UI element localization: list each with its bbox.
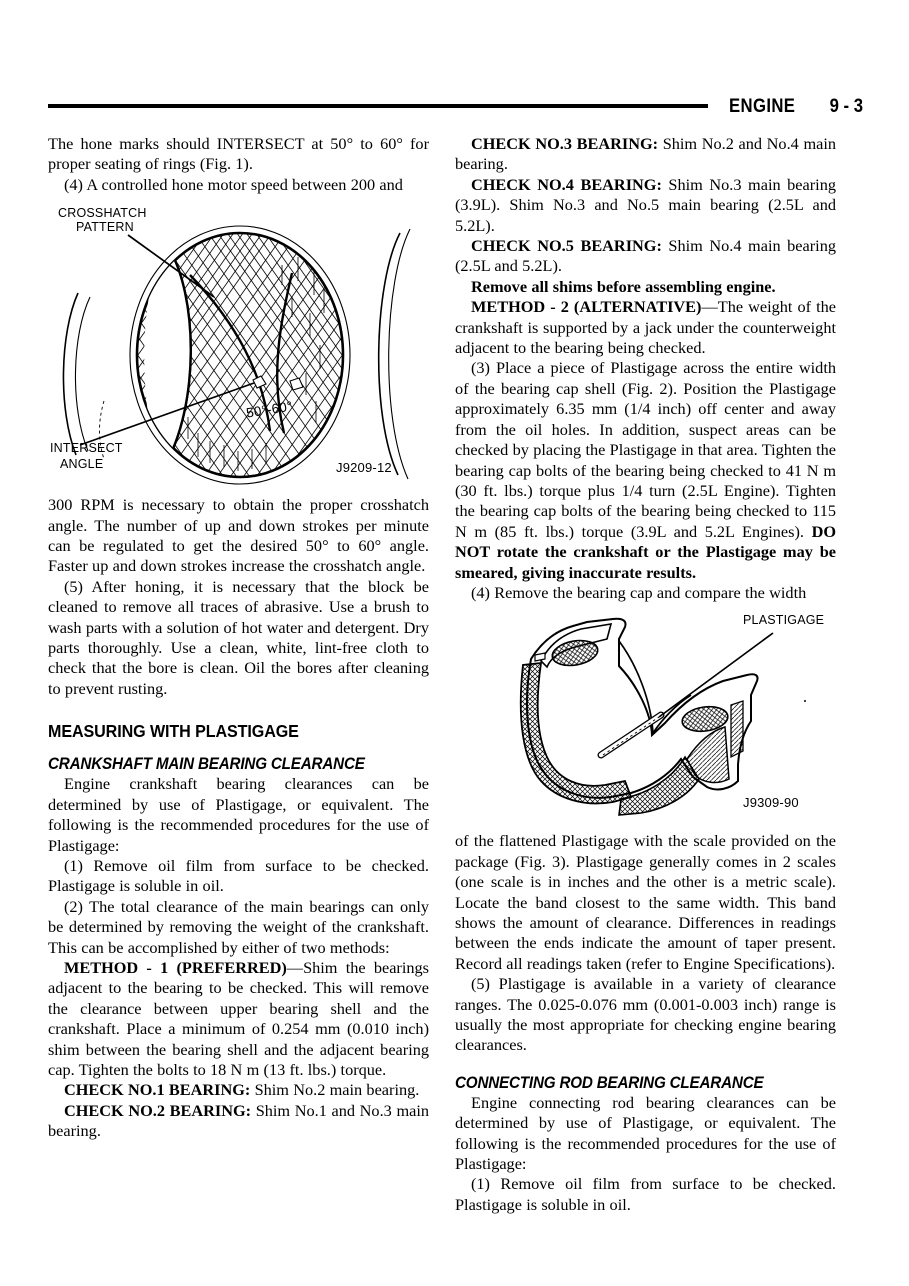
page-header-title: ENGINE: [723, 97, 795, 116]
step-3-warning: DO NOT rotate the crankshaft or the Plastigage may be smeared, giving inaccurate results.: [455, 521, 836, 582]
paragraph-step-3: [455, 358, 836, 582]
method-1-lead: METHOD - 1 (PREFERRED): [64, 957, 287, 977]
paragraph-step-5: (5) After honing, it is necessary that the block be cleaned to remove all traces of abrasive. Use a brush to wash parts with a solution of hot water and detergent. Dry parts thoroughly. Use a clean, white, lint-free cloth to check that the bore is clean. Oil the bores after cleaning to prevent rusting.: [48, 576, 429, 698]
paragraph-crank-step-1: (1) Remove oil film from surface to be checked. Plastigage is soluble in oil.: [48, 855, 429, 896]
left-column: [48, 134, 429, 1142]
paragraph-check-no4: [455, 175, 836, 236]
figure-2-label-plastigage: PLASTIGAGE: [743, 613, 825, 628]
paragraph-method-1: [48, 958, 429, 1080]
paragraph-conrod-intro: Engine connecting rod bearing clearances can be determined by use of Plastigage, or equivalent. The following is the recommended procedures for the use of Plastigage:: [455, 1092, 836, 1174]
paragraph-conrod-step-1: (1) Remove oil film from surface to be checked. Plastigage is soluble in oil.: [455, 1174, 836, 1214]
paragraph-remove-shims-note: [455, 277, 836, 297]
check-no2-lead: CHECK NO.2 BEARING:: [64, 1100, 252, 1120]
figure-1-label-intersect: INTERSECT: [50, 441, 123, 456]
heading-measuring-with-plastigage: MEASURING WITH PLASTIGAGE: [48, 721, 299, 742]
paragraph-step-5: (5) Plastigage is available in a variety of clearance ranges. The 0.025-0.076 mm (0.001-0.003 inch) range is usually the most appropriate for checking engine bearing clearances.: [455, 974, 836, 1055]
check-no1-lead: CHECK NO.1 BEARING:: [64, 1080, 251, 1100]
paragraph-check-no5: [455, 236, 836, 277]
remove-shims-note-text: Remove all shims before assembling engine.: [471, 276, 776, 296]
paragraph-check-no1: [48, 1080, 429, 1100]
paragraph-step-4: (4) A controlled hone motor speed between 200 and: [64, 174, 403, 194]
paragraph-method-2: [455, 297, 836, 358]
step-3-body: (3) Place a piece of Plastigage across the entire width of the bearing cap shell (Fig. 2). Position the Plastigage approximately 6.35 mm (1/4 inch) off center and away from the oil holes. In addition, suspect areas can be checked by placing the Plastigage in that area. Tighten the bearing cap bolts of the bearing being checked to 41 N m (30 ft. lbs.) torque plus 1/4 turn (2.5L Engine). Tighten the bearing cap bolts of the bearing being checked to 115 N m (85 ft. lbs.) torque (3.9L and 5.2L Engines).: [455, 358, 836, 541]
check-no3-body: Shim No.2 and No.4 main bearing.: [455, 134, 836, 174]
check-no2-body: Shim No.1 and No.3 main bearing.: [48, 1100, 429, 1141]
figure-1-cylinder-bore: [48, 205, 429, 495]
paragraph-hone-marks: The hone marks should INTERSECT at 50° to 60° for proper seating of rings (Fig. 1).: [48, 134, 429, 174]
check-no3-lead: CHECK NO.3 BEARING:: [471, 134, 659, 153]
figure-1-label-pattern: PATTERN: [76, 220, 134, 235]
heading-connecting-rod-bearing-clearance: CONNECTING ROD BEARING CLEARANCE: [455, 1073, 764, 1092]
method-2-lead: METHOD - 2 (ALTERNATIVE): [471, 297, 702, 317]
check-no4-lead: CHECK NO.4 BEARING:: [471, 174, 662, 194]
check-no4-body: Shim No.3 main bearing (3.9L). Shim No.3 and No.5 main bearing (2.5L and 5.2L).: [455, 174, 836, 235]
paragraph-step-4-cont: 300 RPM is necessary to obtain the proper crosshatch angle. The number of up and down strokes per minute can be regulated to get the desired 50° to 60° angle. Faster up and down strokes increase the crosshatch angle.: [48, 495, 429, 576]
figure-2-bearing-cap: [455, 609, 836, 831]
heading-crankshaft-main-bearing-clearance: CRANKSHAFT MAIN BEARING CLEARANCE: [48, 755, 365, 774]
method-1-body: —Shim the bearings adjacent to the bearing to be checked. This will remove the clearance between upper bearing shell and the crankshaft. Place a minimum of 0.254 mm (0.010 inch) shim between the bearing shell and the adjacent bearing cap. Tighten the bolts to 18 N m (13 ft. lbs.) torque.: [48, 957, 429, 1079]
paragraph-crankshaft-intro: Engine crankshaft bearing clearances can be determined by use of Plastigage, or equivalent. The following is the recommended procedures for the use of Plastigage:: [48, 774, 429, 855]
page-number: 9 - 3: [829, 96, 863, 117]
figure-1-label-angle-value: 50°-60°: [245, 398, 294, 421]
figure-2-id: J9309-90: [743, 795, 799, 811]
paragraph-crank-step-2: (2) The total clearance of the main bearings can only be determined by removing the weight of the crankshaft. This can be accomplished by either of two methods:: [48, 896, 429, 957]
figure-1-label-crosshatch: CROSSHATCH: [58, 206, 147, 221]
paragraph-step-4-cont: of the flattened Plastigage with the scale provided on the package (Fig. 3). Plastigage generally comes in 2 scales (one scale is in inches and the other is a metric scale). Locate the band closest to the same width. This band shows the amount of clearance. Differences in readings between the ends indicate the amount of taper present. Record all readings taken (refer to Engine Specifications).: [455, 831, 836, 973]
check-no5-lead: CHECK NO.5 BEARING:: [471, 236, 662, 256]
method-2-body: —The weight of the crankshaft is supported by a jack under the counterweight adjacent to the bearing being checked.: [455, 297, 836, 358]
figure-1-label-angle: ANGLE: [60, 457, 104, 472]
paragraph-step-4-start: (4) Remove the bearing cap and compare the width: [471, 582, 807, 602]
page-header: [48, 88, 863, 116]
header-rule: [48, 104, 708, 108]
right-column: [455, 134, 836, 1215]
paragraph-check-no2: [48, 1101, 429, 1142]
check-no5-body: Shim No.4 main bearing (2.5L and 5.2L).: [455, 236, 836, 276]
figure-1-id: J9209-12: [336, 460, 392, 476]
paragraph-check-no3: [455, 134, 836, 175]
check-no1-body: Shim No.2 main bearing.: [250, 1080, 420, 1100]
